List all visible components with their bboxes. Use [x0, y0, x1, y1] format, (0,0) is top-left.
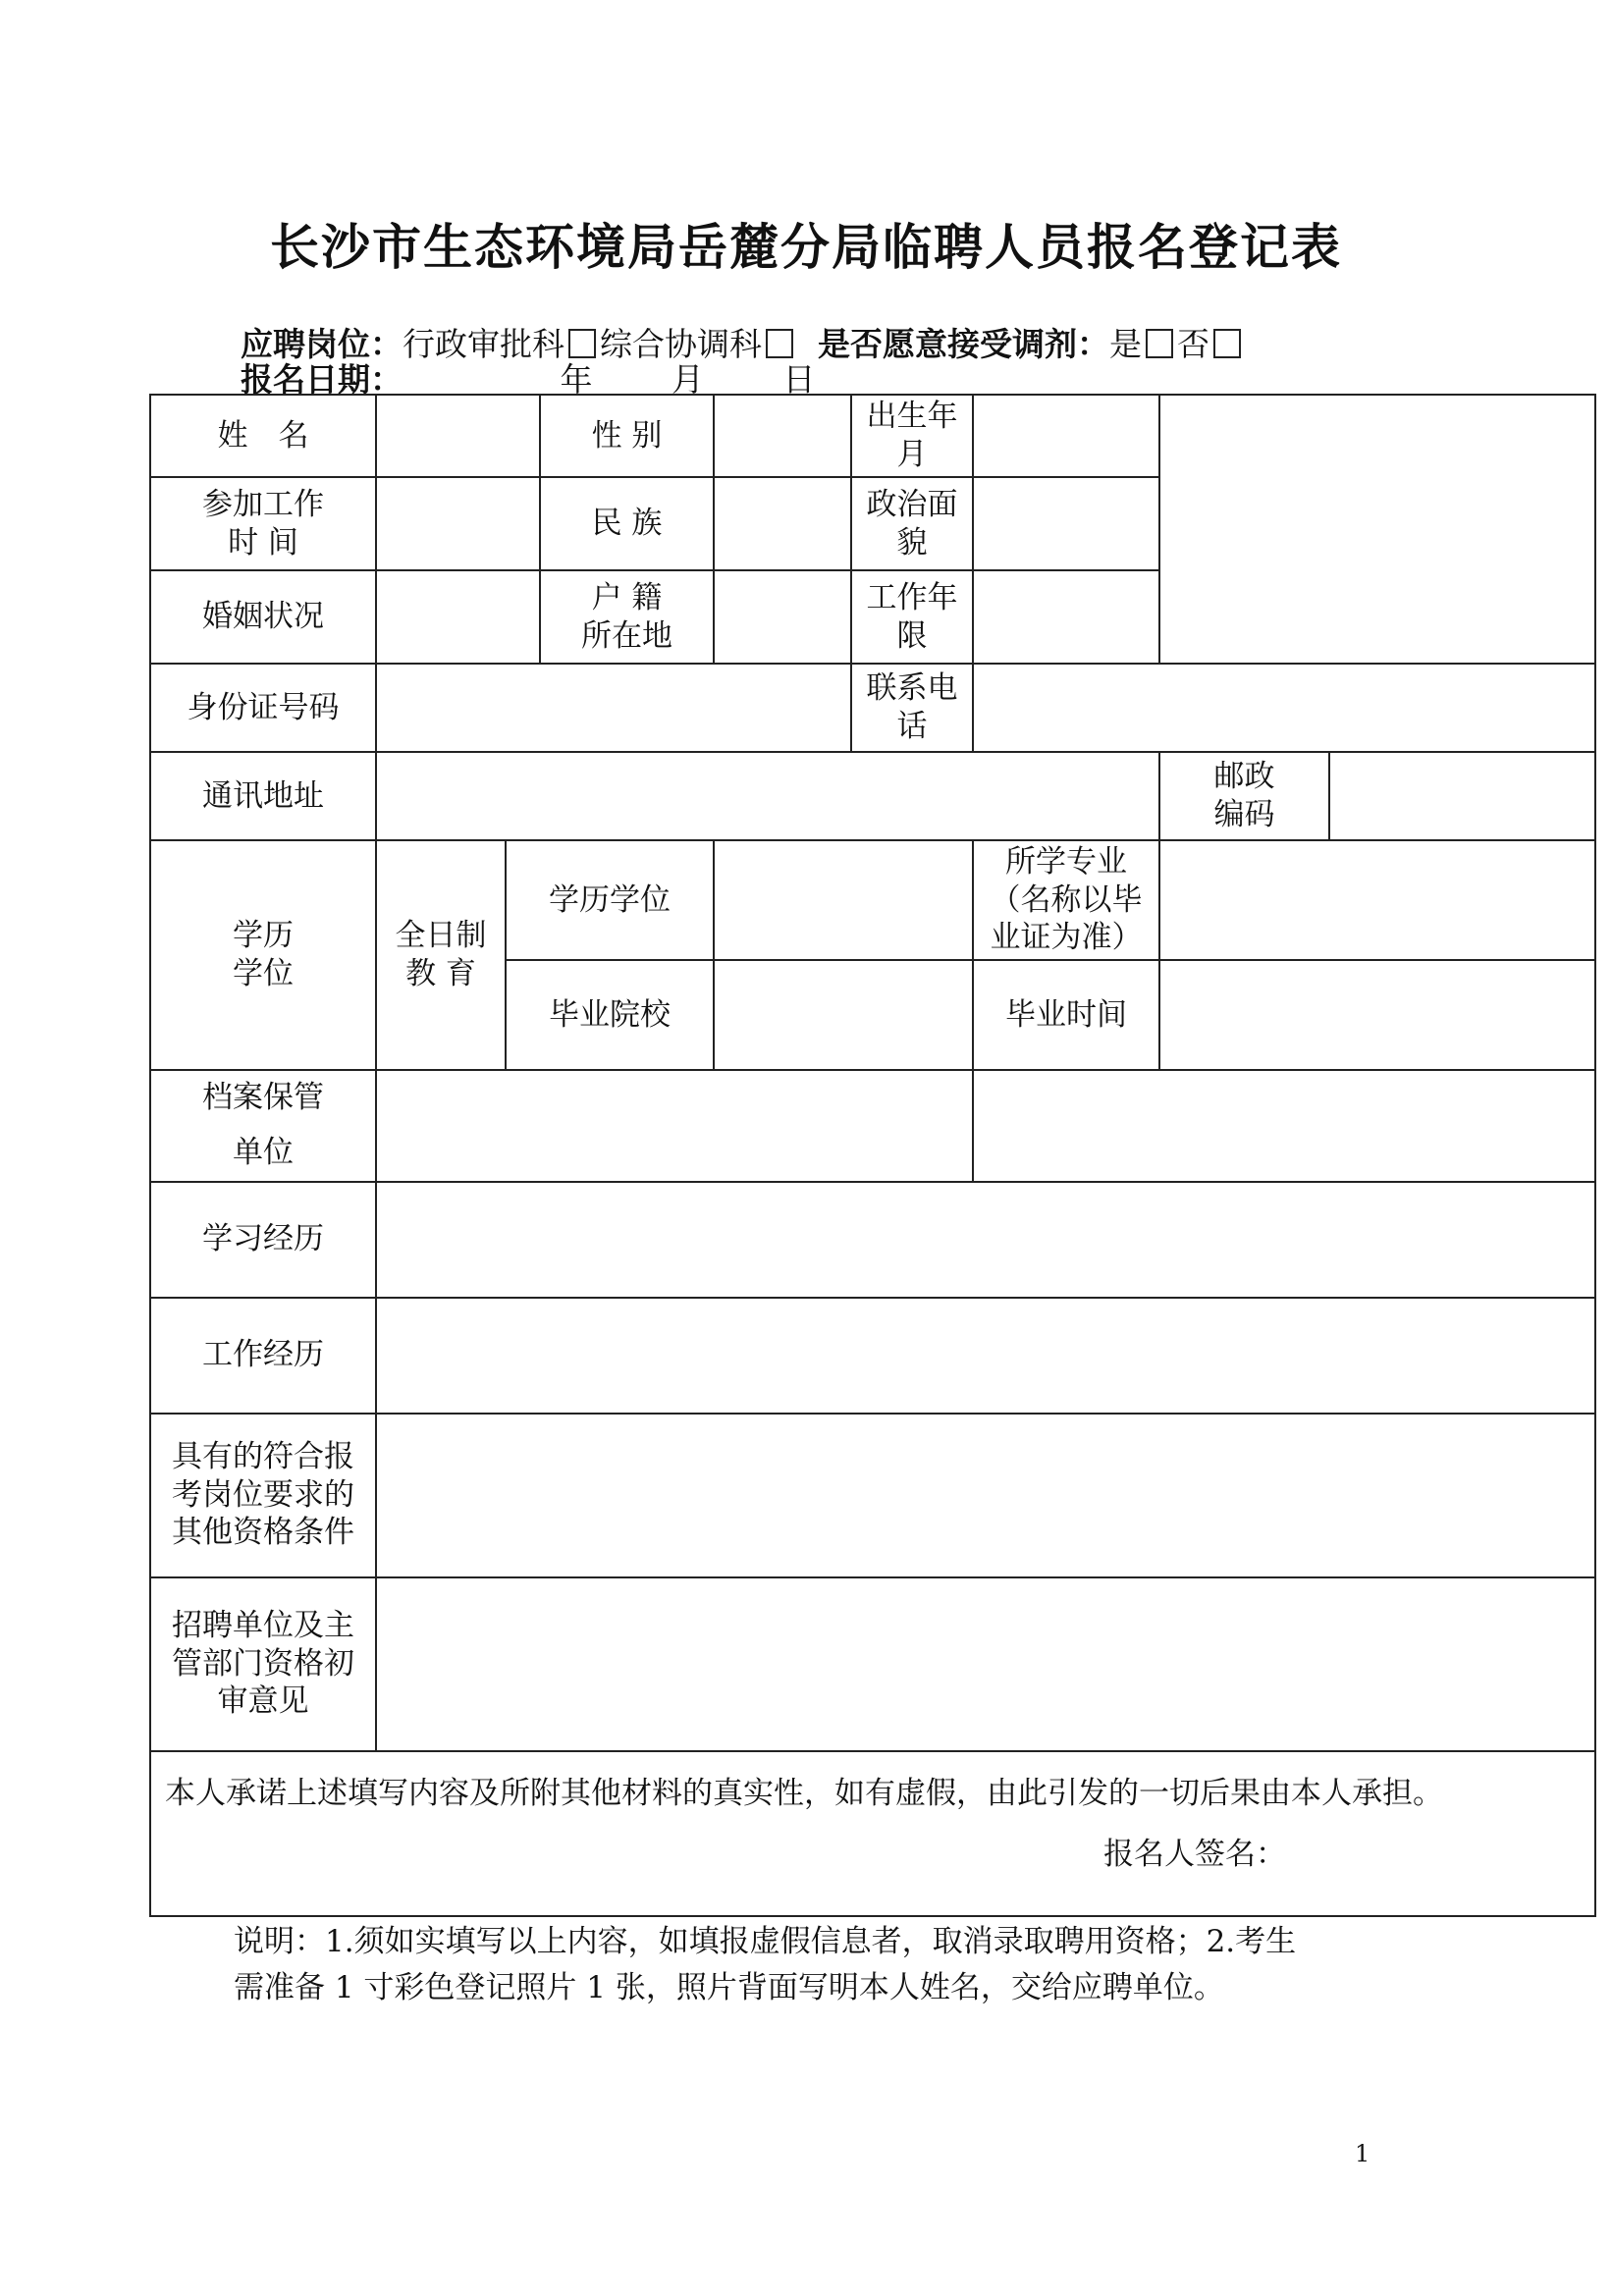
position-label: 应聘岗位：: [241, 325, 403, 363]
grad-time-field[interactable]: [1159, 960, 1595, 1070]
option-admin-approval: 行政审批科: [403, 325, 564, 363]
work-history-field[interactable]: [376, 1298, 1595, 1414]
address-label: 通讯地址: [150, 752, 376, 840]
phone-field[interactable]: [973, 664, 1595, 752]
major-label: 所学专业 （名称以毕 业证为准）: [973, 840, 1159, 960]
fulltime-label: 全日制 教 育: [376, 840, 506, 1070]
checkbox-adjust-no[interactable]: [1213, 329, 1241, 358]
date-day: 日: [782, 360, 816, 399]
archive-field[interactable]: [376, 1070, 973, 1182]
postcode-label: 邮政 编码: [1159, 752, 1329, 840]
date-month: 月: [672, 360, 704, 399]
name-field[interactable]: [376, 395, 540, 477]
school-label: 毕业院校: [506, 960, 714, 1070]
archive-label: 档案保管 单位: [150, 1070, 376, 1182]
education-label: 学历 学位: [150, 840, 376, 1070]
photo-box: [1159, 395, 1595, 664]
birth-field[interactable]: [973, 395, 1159, 477]
hukou-field[interactable]: [714, 570, 851, 664]
adjust-no-label: 否: [1176, 325, 1209, 363]
review-label: 招聘单位及主 管部门资格初 审意见: [150, 1577, 376, 1751]
name-label: 姓 名: [150, 395, 376, 477]
phone-label: 联系电话: [851, 664, 973, 752]
pledge-text: 本人承诺上述填写内容及所附其他材料的真实性，如有虚假，由此引发的一切后果由本人承担。: [165, 1775, 1443, 1811]
checkbox-adjust-yes[interactable]: [1146, 329, 1173, 358]
id-number-label: 身份证号码: [150, 664, 376, 752]
grad-time-label: 毕业时间: [973, 960, 1159, 1070]
option-coordination: 综合协调科: [600, 325, 762, 363]
study-history-field[interactable]: [376, 1182, 1595, 1298]
work-start-field[interactable]: [376, 477, 540, 570]
postcode-field[interactable]: [1329, 752, 1595, 840]
adjust-yes-label: 是: [1108, 325, 1142, 363]
qualification-label: 具有的符合报 考岗位要求的 其他资格条件: [150, 1414, 376, 1577]
gender-field[interactable]: [714, 395, 851, 477]
signature-label: 报名人签名：: [1103, 1837, 1287, 1873]
note-line-1: 说明：1.须如实填写以上内容，如填报虚假信息者，取消录取聘用资格；2.考生: [234, 1924, 1297, 1959]
study-history-label: 学习经历: [150, 1182, 376, 1298]
politics-label: 政治面貌: [851, 477, 973, 570]
date-label: 报名日期：: [241, 360, 403, 399]
ethnicity-field[interactable]: [714, 477, 851, 570]
address-field[interactable]: [376, 752, 1159, 840]
hukou-label: 户 籍 所在地: [540, 570, 714, 664]
school-field[interactable]: [714, 960, 973, 1070]
birth-label: 出生年月: [851, 395, 973, 477]
notes: [234, 1919, 1296, 2010]
ethnicity-label: 民 族: [540, 477, 714, 570]
marital-field[interactable]: [376, 570, 540, 664]
major-field[interactable]: [1159, 840, 1595, 960]
pledge-cell: [150, 1751, 1595, 1916]
politics-field[interactable]: [973, 477, 1159, 570]
marital-label: 婚姻状况: [150, 570, 376, 664]
registration-form-table: [149, 394, 1596, 1917]
adjust-label: 是否愿意接受调剂：: [817, 325, 1109, 363]
gender-label: 性 别: [540, 395, 714, 477]
work-start-label: 参加工作 时 间: [150, 477, 376, 570]
archive-field-extra[interactable]: [973, 1070, 1595, 1182]
work-years-field[interactable]: [973, 570, 1159, 664]
qualification-field[interactable]: [376, 1414, 1595, 1577]
degree-label: 学历学位: [506, 840, 714, 960]
work-years-label: 工作年限: [851, 570, 973, 664]
form-title: 长沙市生态环境局岳麓分局临聘人员报名登记表: [270, 219, 1342, 276]
review-field[interactable]: [376, 1577, 1595, 1751]
work-history-label: 工作经历: [150, 1298, 376, 1414]
note-line-2: 需准备 1 寸彩色登记照片 1 张，照片背面写明本人姓名，交给应聘单位。: [234, 1969, 1224, 2005]
date-year: 年: [560, 360, 593, 399]
id-number-field[interactable]: [376, 664, 851, 752]
degree-field[interactable]: [714, 840, 973, 960]
page-number: 1: [1355, 2140, 1370, 2167]
